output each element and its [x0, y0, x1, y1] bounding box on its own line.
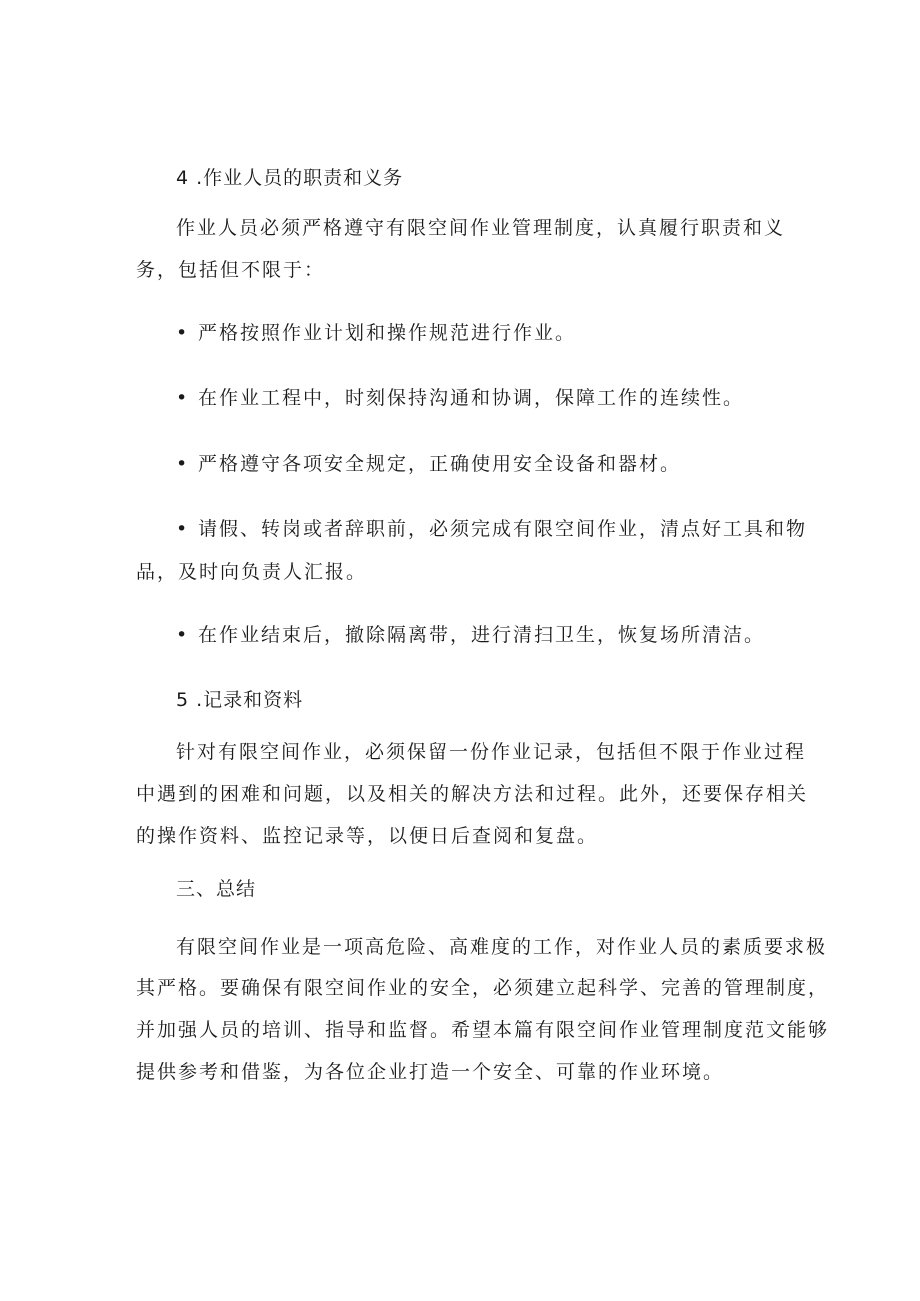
bullet-item-4	[176, 517, 807, 541]
bullet-text: 严格按照作业计划和操作规范进行作业。	[198, 322, 577, 344]
section4-heading: 4 .作业人员的职责和义务	[176, 167, 404, 189]
section4-intro-line1: 作业人员必须严格遵守有限空间作业管理制度，认真履行职责和义	[176, 217, 786, 239]
section5-heading: 5 .记录和资料	[176, 689, 304, 711]
section5-line2: 中遇到的困难和问题，以及相关的解决方法和过程。此外，还要保存相关	[136, 783, 809, 805]
bullet-item-3	[176, 452, 681, 476]
section4-intro-line2: 务，包括但不限于：	[136, 259, 326, 281]
summary-line1: 有限空间作业是一项高危险、高难度的工作，对作业人员的素质要求极	[176, 936, 828, 958]
summary-heading: 三、总结	[176, 878, 257, 900]
bullet-text: 在作业结束后，撤除隔离带，进行清扫卫生，恢复场所清洁。	[198, 624, 766, 646]
summary-line2: 其严格。要确保有限空间作业的安全，必须建立起科学、完善的管理制度，	[136, 977, 830, 999]
bullet-marker: •	[176, 322, 190, 344]
bullet-item-4-continuation: 品，及时向负责人汇报。	[136, 561, 368, 583]
section5-line3: 的操作资料、监控记录等，以便日后查阅和复盘。	[136, 825, 599, 847]
bullet-text: 在作业工程中，时刻保持沟通和协调，保障工作的连续性。	[198, 387, 745, 409]
bullet-item-1	[176, 321, 576, 345]
summary-line4: 提供参考和借鉴，为各位企业打造一个安全、可靠的作业环境。	[136, 1061, 725, 1083]
bullet-text: 请假、转岗或者辞职前，必须完成有限空间作业，清点好工具和物	[198, 518, 808, 540]
bullet-marker: •	[176, 453, 190, 475]
summary-line3: 并加强人员的培训、指导和监督。希望本篇有限空间作业管理制度范文能够	[136, 1019, 830, 1041]
bullet-item-2	[176, 386, 744, 410]
bullet-item-5	[176, 623, 765, 647]
bullet-marker: •	[176, 624, 190, 646]
section5-line1: 针对有限空间作业，必须保留一份作业记录，包括但不限于作业过程	[176, 741, 807, 763]
bullet-text: 严格遵守各项安全规定，正确使用安全设备和器材。	[198, 453, 682, 475]
bullet-marker: •	[176, 387, 190, 409]
bullet-marker: •	[176, 518, 190, 540]
